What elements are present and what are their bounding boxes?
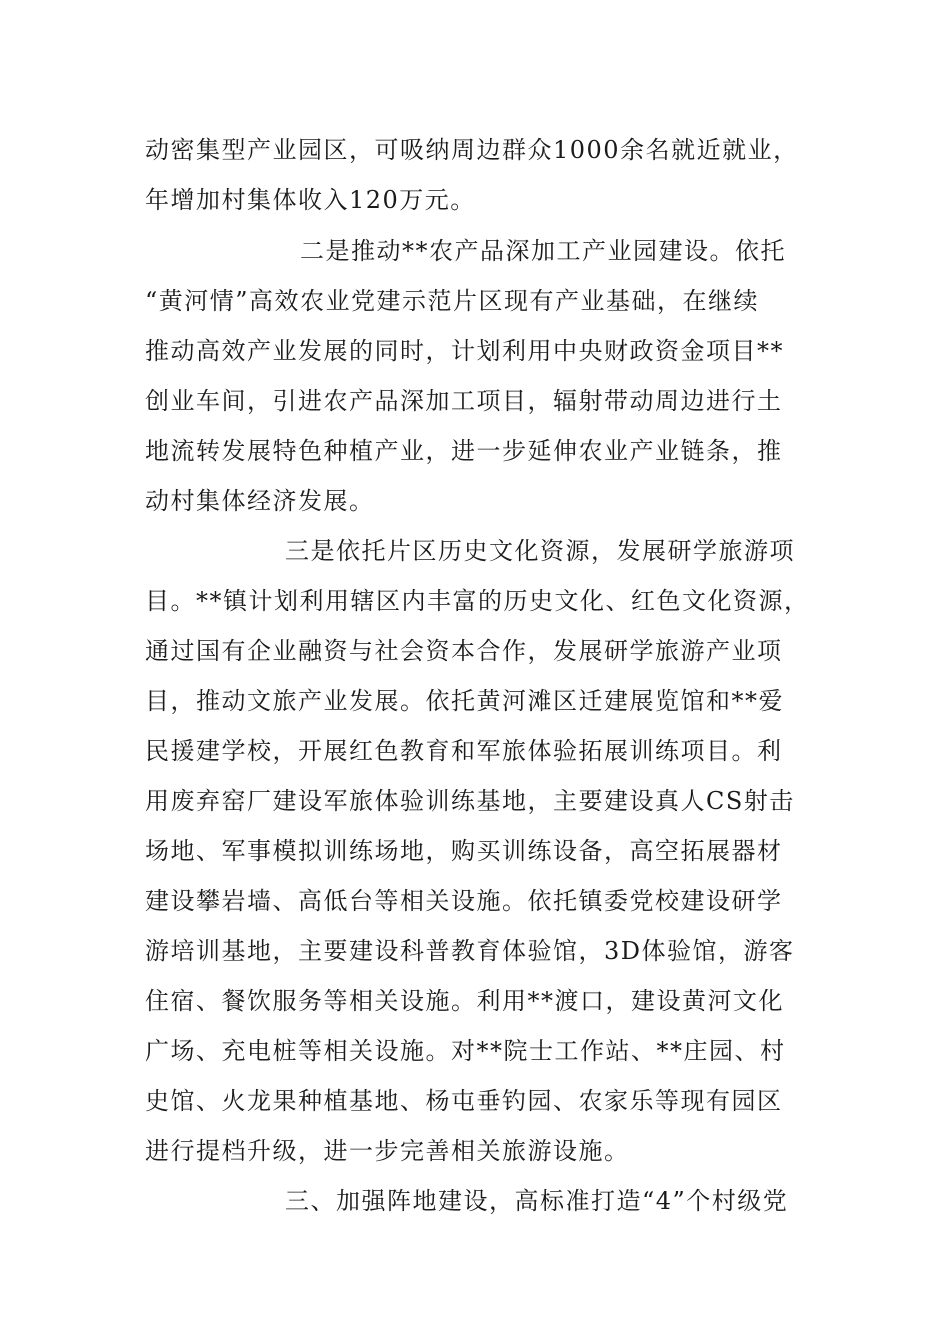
text-line: 建设攀岩墙、高低台等相关设施。依托镇委党校建设研学 — [145, 887, 783, 915]
text-line: 推动高效产业发展的同时，计划利用中央财政资金项目** — [145, 337, 784, 365]
text-line: 地流转发展特色种植产业，进一步延伸农业产业链条，推 — [145, 437, 783, 465]
text-line: 史馆、火龙果种植基地、杨屯垂钓园、农家乐等现有园区 — [145, 1087, 783, 1115]
text-line: 广场、充电桩等相关设施。对**院士工作站、**庄园、村 — [145, 1037, 786, 1065]
text-line: 创业车间，引进农产品深加工项目，辐射带动周边进行土 — [145, 387, 783, 415]
text-line: 通过国有企业融资与社会资本合作，发展研学旅游产业项 — [145, 637, 783, 665]
text-line: “黄河情”高效农业党建示范片区现有产业基础，在继续 — [145, 287, 760, 315]
text-line: 游培训基地，主要建设科普教育体验馆，3D体验馆，游客 — [145, 937, 795, 965]
paragraph-start-line: 二是推动**农产品深加工产业园建设。依托 — [300, 237, 786, 265]
text-line: 年增加村集体收入120万元。 — [145, 186, 476, 214]
text-line: 目，推动文旅产业发展。依托黄河滩区迁建展览馆和**爱 — [145, 687, 784, 715]
paragraph-start-line: 三是依托片区历史文化资源，发展研学旅游项 — [285, 537, 795, 565]
text-line: 目。**镇计划利用辖区内丰富的历史文化、红色文化资源， — [145, 587, 810, 615]
text-line: 动密集型产业园区，可吸纳周边群众1000余名就近就业， — [145, 136, 799, 164]
section-heading-line: 三、加强阵地建设，高标准打造“4”个村级党 — [285, 1187, 789, 1215]
text-line: 场地、军事模拟训练场地，购买训练设备，高空拓展器材 — [145, 837, 783, 865]
text-line: 用废弃窑厂建设军旅体验训练基地，主要建设真人CS射击 — [145, 787, 795, 815]
text-line: 进行提档升级，进一步完善相关旅游设施。 — [145, 1137, 630, 1165]
text-line: 民援建学校，开展红色教育和军旅体验拓展训练项目。利 — [145, 737, 783, 765]
text-line: 住宿、餐饮服务等相关设施。利用**渡口，建设黄河文化 — [145, 987, 784, 1015]
text-line: 动村集体经济发展。 — [145, 487, 375, 515]
